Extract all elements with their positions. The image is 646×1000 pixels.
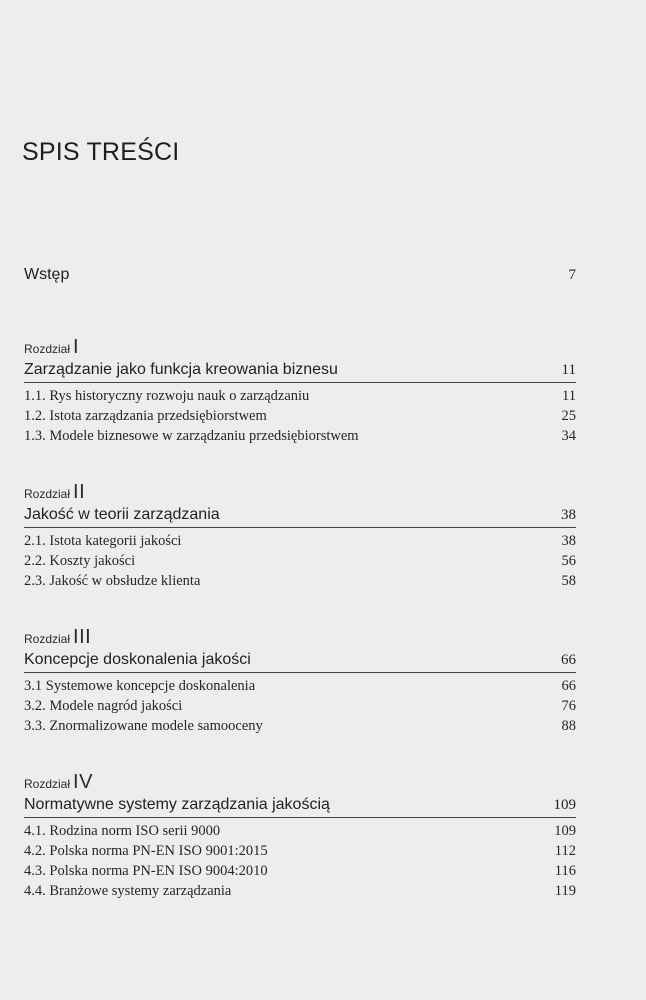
chapter-title: Jakość w teorii zarządzania <box>24 506 220 523</box>
chapter-label-text: Rozdział <box>24 777 71 791</box>
section-page: 88 <box>561 718 576 734</box>
chapter-title-row <box>24 503 576 528</box>
section-page: 56 <box>561 553 576 569</box>
chapter-numeral: II <box>73 481 86 503</box>
chapter-title: Koncepcje doskonalenia jakości <box>24 651 251 668</box>
section-page: 76 <box>561 698 576 714</box>
chapter-label-text: Rozdział <box>24 342 71 356</box>
chapter-numeral: I <box>73 336 80 358</box>
page-title: SPIS TREŚCI <box>22 138 180 166</box>
section-row <box>24 571 576 591</box>
section-page: 109 <box>554 823 576 839</box>
chapter-label <box>24 771 576 793</box>
chapter-title-row <box>24 648 576 673</box>
chapter-1 <box>24 336 576 446</box>
chapter-4 <box>24 771 576 901</box>
section-label: 4.2. Polska norma PN-EN ISO 9001:2015 <box>24 843 268 859</box>
section-label: 1.1. Rys historyczny rozwoju nauk o zarządzaniu <box>24 388 310 404</box>
chapter-page: 11 <box>561 362 576 378</box>
chapter-title-row <box>24 793 576 818</box>
chapter-label <box>24 626 576 648</box>
section-page: 66 <box>561 678 576 694</box>
toc-intro-entry <box>24 266 576 284</box>
chapter-title: Zarządzanie jako funkcja kreowania biznesu <box>24 361 338 378</box>
section-label: 4.4. Branżowe systemy zarządzania <box>24 883 232 899</box>
chapter-label-text: Rozdział <box>24 487 71 501</box>
section-row <box>24 551 576 571</box>
section-row <box>24 881 576 901</box>
section-page: 25 <box>561 408 576 424</box>
chapter-2 <box>24 481 576 591</box>
section-label: 1.3. Modele biznesowe w zarządzaniu przedsiębiorstwem <box>24 428 359 444</box>
chapter-numeral: IV <box>73 771 93 793</box>
section-page: 11 <box>562 388 576 404</box>
chapter-page: 66 <box>561 652 576 668</box>
chapter-label-text: Rozdział <box>24 632 71 646</box>
chapter-title: Normatywne systemy zarządzania jakością <box>24 796 330 813</box>
intro-page: 7 <box>568 267 576 283</box>
section-page: 116 <box>554 863 576 879</box>
chapter-label <box>24 336 576 358</box>
section-page: 34 <box>561 428 576 444</box>
section-page: 58 <box>561 573 576 589</box>
chapter-page: 109 <box>553 797 576 813</box>
section-label: 2.3. Jakość w obsłudze klienta <box>24 573 201 589</box>
section-row <box>24 406 576 426</box>
section-row <box>24 696 576 716</box>
section-row <box>24 861 576 881</box>
section-label: 3.1 Systemowe koncepcje doskonalenia <box>24 678 256 694</box>
section-page: 119 <box>554 883 576 899</box>
section-label: 2.2. Koszty jakości <box>24 553 136 569</box>
chapter-page: 38 <box>561 507 576 523</box>
section-label: 4.3. Polska norma PN-EN ISO 9004:2010 <box>24 863 268 879</box>
chapter-3 <box>24 626 576 736</box>
section-row <box>24 386 576 406</box>
section-label: 2.1. Istota kategorii jakości <box>24 533 182 549</box>
chapter-label <box>24 481 576 503</box>
section-row <box>24 676 576 696</box>
section-label: 4.1. Rodzina norm ISO serii 9000 <box>24 823 221 839</box>
section-row <box>24 841 576 861</box>
intro-label: Wstęp <box>24 266 70 283</box>
section-row <box>24 716 576 736</box>
section-row <box>24 426 576 446</box>
section-label: 3.2. Modele nagród jakości <box>24 698 183 714</box>
section-label: 3.3. Znormalizowane modele samooceny <box>24 718 263 734</box>
section-page: 112 <box>554 843 576 859</box>
section-row <box>24 821 576 841</box>
chapter-title-row <box>24 358 576 383</box>
section-row <box>24 531 576 551</box>
section-label: 1.2. Istota zarządzania przedsiębiorstwem <box>24 408 267 424</box>
section-page: 38 <box>561 533 576 549</box>
chapter-numeral: III <box>73 626 92 648</box>
